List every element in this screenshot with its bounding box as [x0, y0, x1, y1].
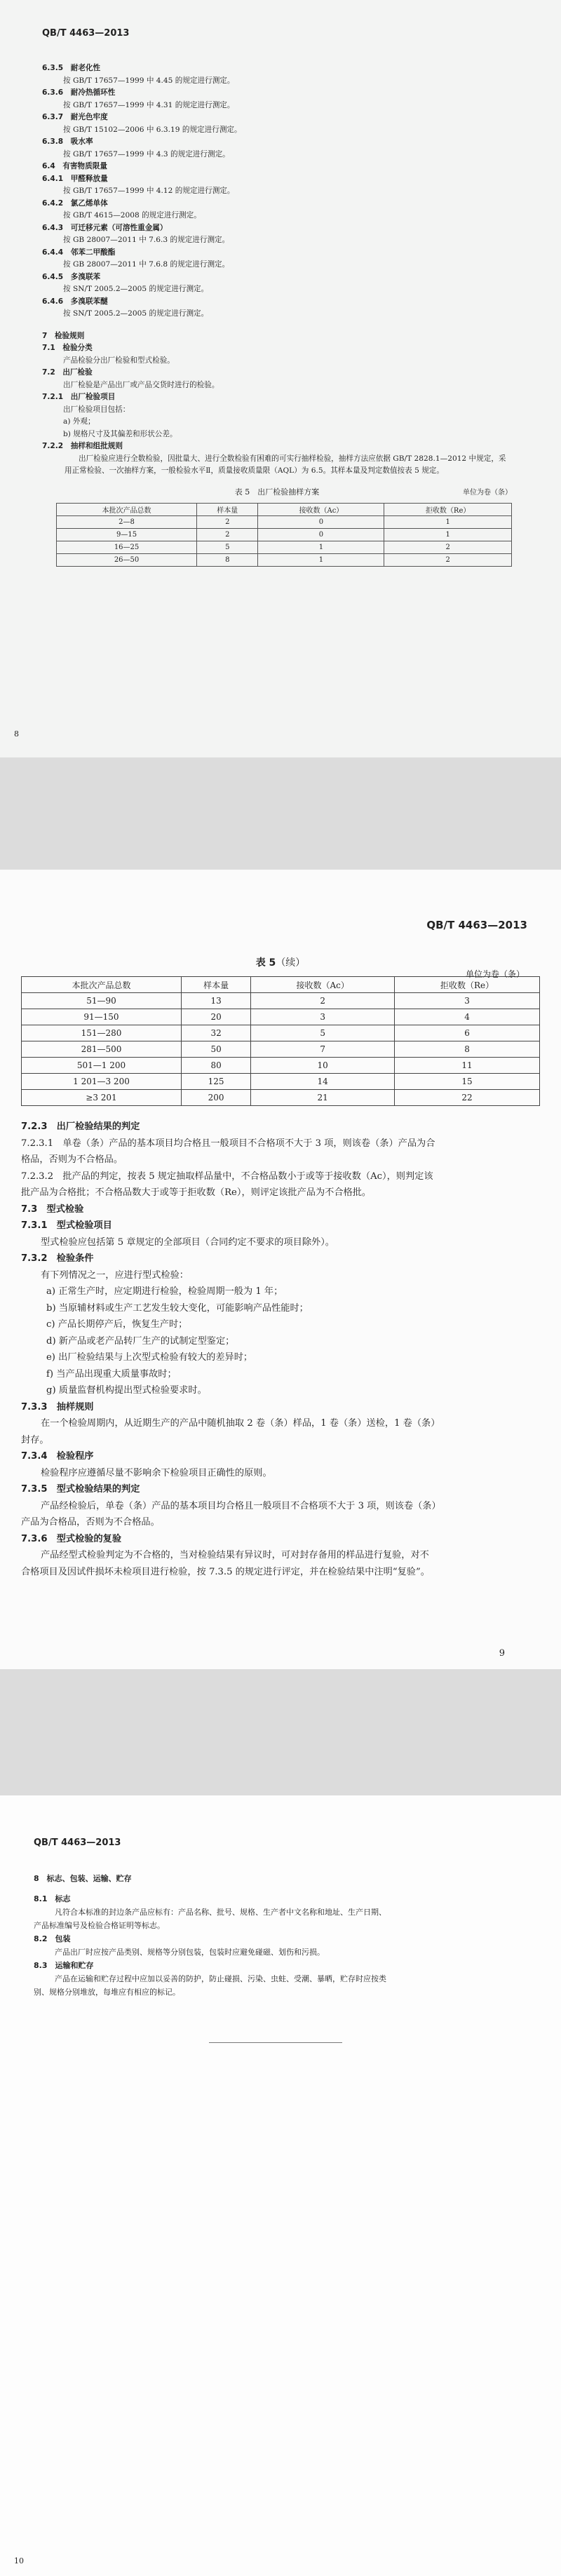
- page-10: [0, 1795, 561, 2576]
- table-cell: 2: [384, 553, 512, 566]
- table-5-title: 表 5 出厂检验抽样方案: [234, 487, 320, 497]
- table-cell: 91—150: [22, 1009, 182, 1025]
- column-header: 拒收数（Re）: [395, 977, 540, 993]
- table-cell: 3: [395, 993, 540, 1009]
- table-5-caption: [42, 486, 512, 497]
- page-9-body: [21, 1119, 540, 1580]
- text-line: 格品，否则为不合格品。: [21, 1154, 123, 1165]
- table-cell: 0: [258, 515, 384, 528]
- table-cell: 26—50: [57, 553, 197, 566]
- table-cell: 1: [258, 541, 384, 553]
- section-heading: 6.3.8 吸水率: [42, 137, 93, 146]
- section-heading: 7.2.3 出厂检验结果的判定: [21, 1121, 140, 1132]
- table-cell: 20: [181, 1009, 250, 1025]
- table-cell: 2: [251, 993, 395, 1009]
- table-cell: 5: [251, 1025, 395, 1041]
- section-heading: 7.3.4 检验程序: [21, 1451, 94, 1462]
- section-heading: 7.2 出厂检验: [42, 368, 93, 377]
- text-line: 按 SN/T 2005.2—2005 的规定进行测定。: [63, 285, 209, 293]
- section-heading: 6.4.6 多溴联苯醚: [42, 297, 108, 306]
- text-line: 产品在运输和贮存过程中应加以妥善的防护，防止碰损、污染、虫蛀、受潮、暴晒，贮存时应按类: [55, 1974, 386, 1983]
- table-cell: 22: [395, 1090, 540, 1106]
- table-cell: 3: [251, 1009, 395, 1025]
- section-heading: 6.4.3 可迁移元素（可溶性重金属）: [42, 223, 168, 232]
- text-line: 批产品为合格批；不合格品数大于或等于拒收数（Re），则评定该批产品为不合格批。: [21, 1187, 372, 1198]
- section-heading: 6.4.2 氯乙烯单体: [42, 198, 108, 208]
- standard-header: QB/T 4463—2013: [426, 919, 527, 931]
- table-cell: 2—8: [57, 515, 197, 528]
- table-5-cont-caption: [21, 955, 540, 979]
- table-cell: ≥3 201: [22, 1090, 182, 1106]
- text-line: g) 质量监督机构提出型式检验要求时。: [46, 1385, 207, 1396]
- text-line: a) 外观；: [63, 417, 95, 426]
- text-line: 按 SN/T 2005.2—2005 的规定进行测定。: [63, 309, 209, 318]
- text-line: 按 GB 28007—2011 中 7.6.8 的规定进行测定。: [63, 260, 230, 269]
- table-cell: 32: [181, 1025, 250, 1041]
- column-header: 本批次产品总数: [57, 503, 197, 515]
- table-cell: 16—25: [57, 541, 197, 553]
- section-heading: 8.1 标志: [34, 1894, 71, 1903]
- text-line: 按 GB/T 4615—2008 的规定进行测定。: [63, 211, 201, 220]
- section-heading: 7.1 检验分类: [42, 344, 93, 352]
- section-heading: 7.3.1 型式检验项目: [21, 1220, 112, 1231]
- text-line: 封存。: [21, 1434, 49, 1445]
- text-line: 按 GB/T 15102—2006 中 6.3.19 的规定进行测定。: [63, 125, 242, 134]
- text-line: d) 新产品或老产品转厂生产的试制定型鉴定；: [46, 1335, 235, 1347]
- sampling-rule-paragraph: 出厂检验应进行全数检验，因批量大、进行全数检验有困难的可实行抽样检验，抽样方法应依据 GB/T 2828.1—2012 中规定，采用正常检验、一次抽样方案，一般检验水平Ⅱ，质量接收质量限（AQL）为 6.5。其样本量及判定数值按表 5 规定。: [65, 454, 506, 475]
- text-line: f) 当产品出现重大质量事故时；: [46, 1368, 177, 1380]
- table-row: [22, 1058, 540, 1074]
- table-row: [22, 1025, 540, 1041]
- section-heading: 8.3 运输和贮存: [34, 1961, 94, 1970]
- table-row: [57, 515, 512, 528]
- section-heading: 6.4.5 多溴联苯: [42, 272, 101, 281]
- column-header: 拒收数（Re）: [384, 503, 512, 515]
- column-header: 接收数（Ac）: [251, 977, 395, 993]
- text-line: 凡符合本标准的封边条产品应标有：产品名称、批号、规格、生产者中文名称和地址、生产日期、: [55, 1908, 386, 1917]
- table-row: [22, 993, 540, 1009]
- table-5-part-2: [21, 976, 540, 1106]
- table-row: [57, 553, 512, 566]
- column-header: 样本量: [197, 503, 258, 515]
- text-line: 出厂检验是产品出厂或产品交货时进行的检验。: [63, 380, 219, 389]
- spacer: [34, 1885, 533, 1892]
- table-row: [57, 541, 512, 553]
- table-cell: 2: [197, 528, 258, 541]
- section-heading: 7.2.1 出厂检验项目: [42, 393, 116, 401]
- table-row: [22, 1090, 540, 1106]
- table-5-cont-suffix: （续）: [276, 957, 306, 969]
- table-cell: 501—1 200: [22, 1058, 182, 1074]
- text-line: 按 GB/T 17657—1999 中 4.31 的规定进行测定。: [63, 100, 235, 109]
- table-cell: 1: [384, 515, 512, 528]
- text-line: 7.2.3.2 批产品的判定，按表 5 规定抽取样品量中，不合格品数小于或等于接收数（Ac），则判定该: [21, 1171, 433, 1182]
- table-cell: 200: [181, 1090, 250, 1106]
- table-cell: 1 201—3 200: [22, 1074, 182, 1090]
- text-line: b) 当原辅材料或生产工艺发生较大变化，可能影响产品性能时；: [46, 1302, 309, 1314]
- page-10-body: [34, 1872, 533, 1999]
- text-line: 有下列情况之一，应进行型式检验：: [41, 1269, 189, 1281]
- section-heading: 6.4.4 邻苯二甲酸酯: [42, 248, 116, 257]
- text-line: 产品检验分出厂检验和型式检验。: [63, 356, 175, 365]
- text-line: b) 规格尺寸及其偏差和形状公差。: [63, 429, 177, 438]
- standard-header: QB/T 4463—2013: [34, 1837, 121, 1848]
- text-line: 按 GB/T 17657—1999 中 4.3 的规定进行测定。: [63, 149, 230, 159]
- section-heading: 6.4.1 甲醛释放量: [42, 174, 108, 183]
- table-cell: 8: [395, 1041, 540, 1058]
- column-header: 样本量: [181, 977, 250, 993]
- page-number: 9: [499, 1648, 505, 1659]
- table-cell: 125: [181, 1074, 250, 1090]
- text-line: 7.2.3.1 单卷（条）产品的基本项目均合格且一般项目不合格项不大于 3 项，则该卷（条）产品为合: [21, 1138, 435, 1149]
- section-heading: 7.3.6 型式检验的复验: [21, 1533, 122, 1544]
- page-9: [0, 870, 561, 1669]
- table-cell: 1: [258, 553, 384, 566]
- table-cell: 14: [251, 1074, 395, 1090]
- text-line: 产品经型式检验判定为不合格的，当对检验结果有异议时，可对封存备用的样品进行复验，对不: [41, 1550, 429, 1560]
- section-heading: 7 检验规则: [42, 331, 85, 340]
- text-line: a) 正常生产时，应定期进行检验，检验周期一般为 1 年；: [46, 1286, 283, 1297]
- section-heading: 6.3.5 耐老化性: [42, 64, 101, 72]
- text-line: 产品为合格品，否则为不合格品。: [21, 1517, 160, 1528]
- column-header: 本批次产品总数: [22, 977, 182, 993]
- table-cell: 50: [181, 1041, 250, 1058]
- text-line: 产品标准编号及检验合格证明等标志。: [34, 1921, 165, 1930]
- table-cell: 6: [395, 1025, 540, 1041]
- table-cell: 151—280: [22, 1025, 182, 1041]
- section-heading: 7.2.2 抽样和组批规则: [42, 442, 123, 450]
- table-cell: 11: [395, 1058, 540, 1074]
- table-cell: 2: [384, 541, 512, 553]
- table-cell: 15: [395, 1074, 540, 1090]
- text-line: 检验程序应遵循尽量不影响余下检验项目正确性的原则。: [41, 1467, 272, 1478]
- spacer: [42, 321, 512, 330]
- table-cell: 13: [181, 993, 250, 1009]
- section-heading: 8.2 包装: [34, 1934, 71, 1943]
- table-row: [22, 1009, 540, 1025]
- page-number: 8: [14, 729, 19, 739]
- text-line: 产品经检验后，单卷（条）产品的基本项目均合格且一般项目不合格项不大于 3 项，则该卷（条）: [41, 1500, 441, 1511]
- section-heading: 6.3.6 耐冷热循环性: [42, 88, 116, 97]
- table-cell: 1: [384, 528, 512, 541]
- text-line: 合格项目及因试件损坏未检项目进行检验，按 7.3.5 的规定进行评定，并在检验结果中注明“复验”。: [21, 1566, 430, 1577]
- text-line: 型式检验应包括第 5 章规定的全部项目（合同约定不要求的项目除外）。: [41, 1236, 334, 1248]
- page-8: [0, 0, 561, 757]
- page-number: 10: [14, 2556, 24, 2565]
- table-cell: 0: [258, 528, 384, 541]
- text-line: 出厂检验项目包括：: [63, 405, 130, 414]
- standard-header: QB/T 4463—2013: [42, 28, 130, 39]
- table-cell: 80: [181, 1058, 250, 1074]
- text-line: 按 GB/T 17657—1999 中 4.45 的规定进行测定。: [63, 76, 235, 85]
- table-5-part-1: [56, 503, 512, 567]
- table-cell: 2: [197, 515, 258, 528]
- text-line: 按 GB 28007—2011 中 7.6.3 的规定进行测定。: [63, 236, 230, 244]
- section-heading: 6.3.7 耐光色牢度: [42, 113, 108, 121]
- table-cell: 51—90: [22, 993, 182, 1009]
- section-heading: 6.4 有害物质限量: [42, 162, 107, 170]
- table-row: [22, 1041, 540, 1058]
- table-5-cont-unit: 单位为卷（条）: [465, 969, 525, 979]
- table-cell: 8: [197, 553, 258, 566]
- table-cell: 7: [251, 1041, 395, 1058]
- text-line: 别、规格分别堆放，每堆应有相应的标记。: [34, 1988, 180, 1997]
- section-heading: 7.3.5 型式检验结果的判定: [21, 1484, 140, 1495]
- table-cell: 5: [197, 541, 258, 553]
- end-rule: [209, 2042, 342, 2043]
- table-cell: 10: [251, 1058, 395, 1074]
- text-line: 产品出厂时应按产品类别、规格等分别包装，包装时应避免碰磁、划伤和污损。: [55, 1948, 325, 1957]
- column-header: 接收数（Ac）: [258, 503, 384, 515]
- table-5-cont-label: 表 5: [255, 957, 276, 969]
- text-line: 按 GB/T 17657—1999 中 4.12 的规定进行测定。: [63, 187, 235, 195]
- table-row: [22, 1074, 540, 1090]
- text-line: 在一个检验周期内，从近期生产的产品中随机抽取 2 卷（条）样品，1 卷（条）送检，1 卷（条）: [41, 1418, 440, 1429]
- section-heading: 7.3.2 检验条件: [21, 1253, 94, 1264]
- table-cell: 4: [395, 1009, 540, 1025]
- table-5-unit: 单位为卷（条）: [463, 488, 512, 497]
- table-cell: 21: [251, 1090, 395, 1106]
- section-heading: 7.3.3 抽样规则: [21, 1401, 94, 1412]
- table-row: [57, 528, 512, 541]
- text-line: e) 出厂检验结果与上次型式检验有较大的差异时；: [46, 1352, 253, 1363]
- section-heading: 7.3 型式检验: [21, 1203, 84, 1215]
- text-line: c) 产品长期停产后，恢复生产时；: [46, 1319, 188, 1330]
- section-heading: 8 标志、包装、运输、贮存: [34, 1874, 132, 1883]
- table-cell: 281—500: [22, 1041, 182, 1058]
- page-8-body: [42, 62, 512, 453]
- table-cell: 9—15: [57, 528, 197, 541]
